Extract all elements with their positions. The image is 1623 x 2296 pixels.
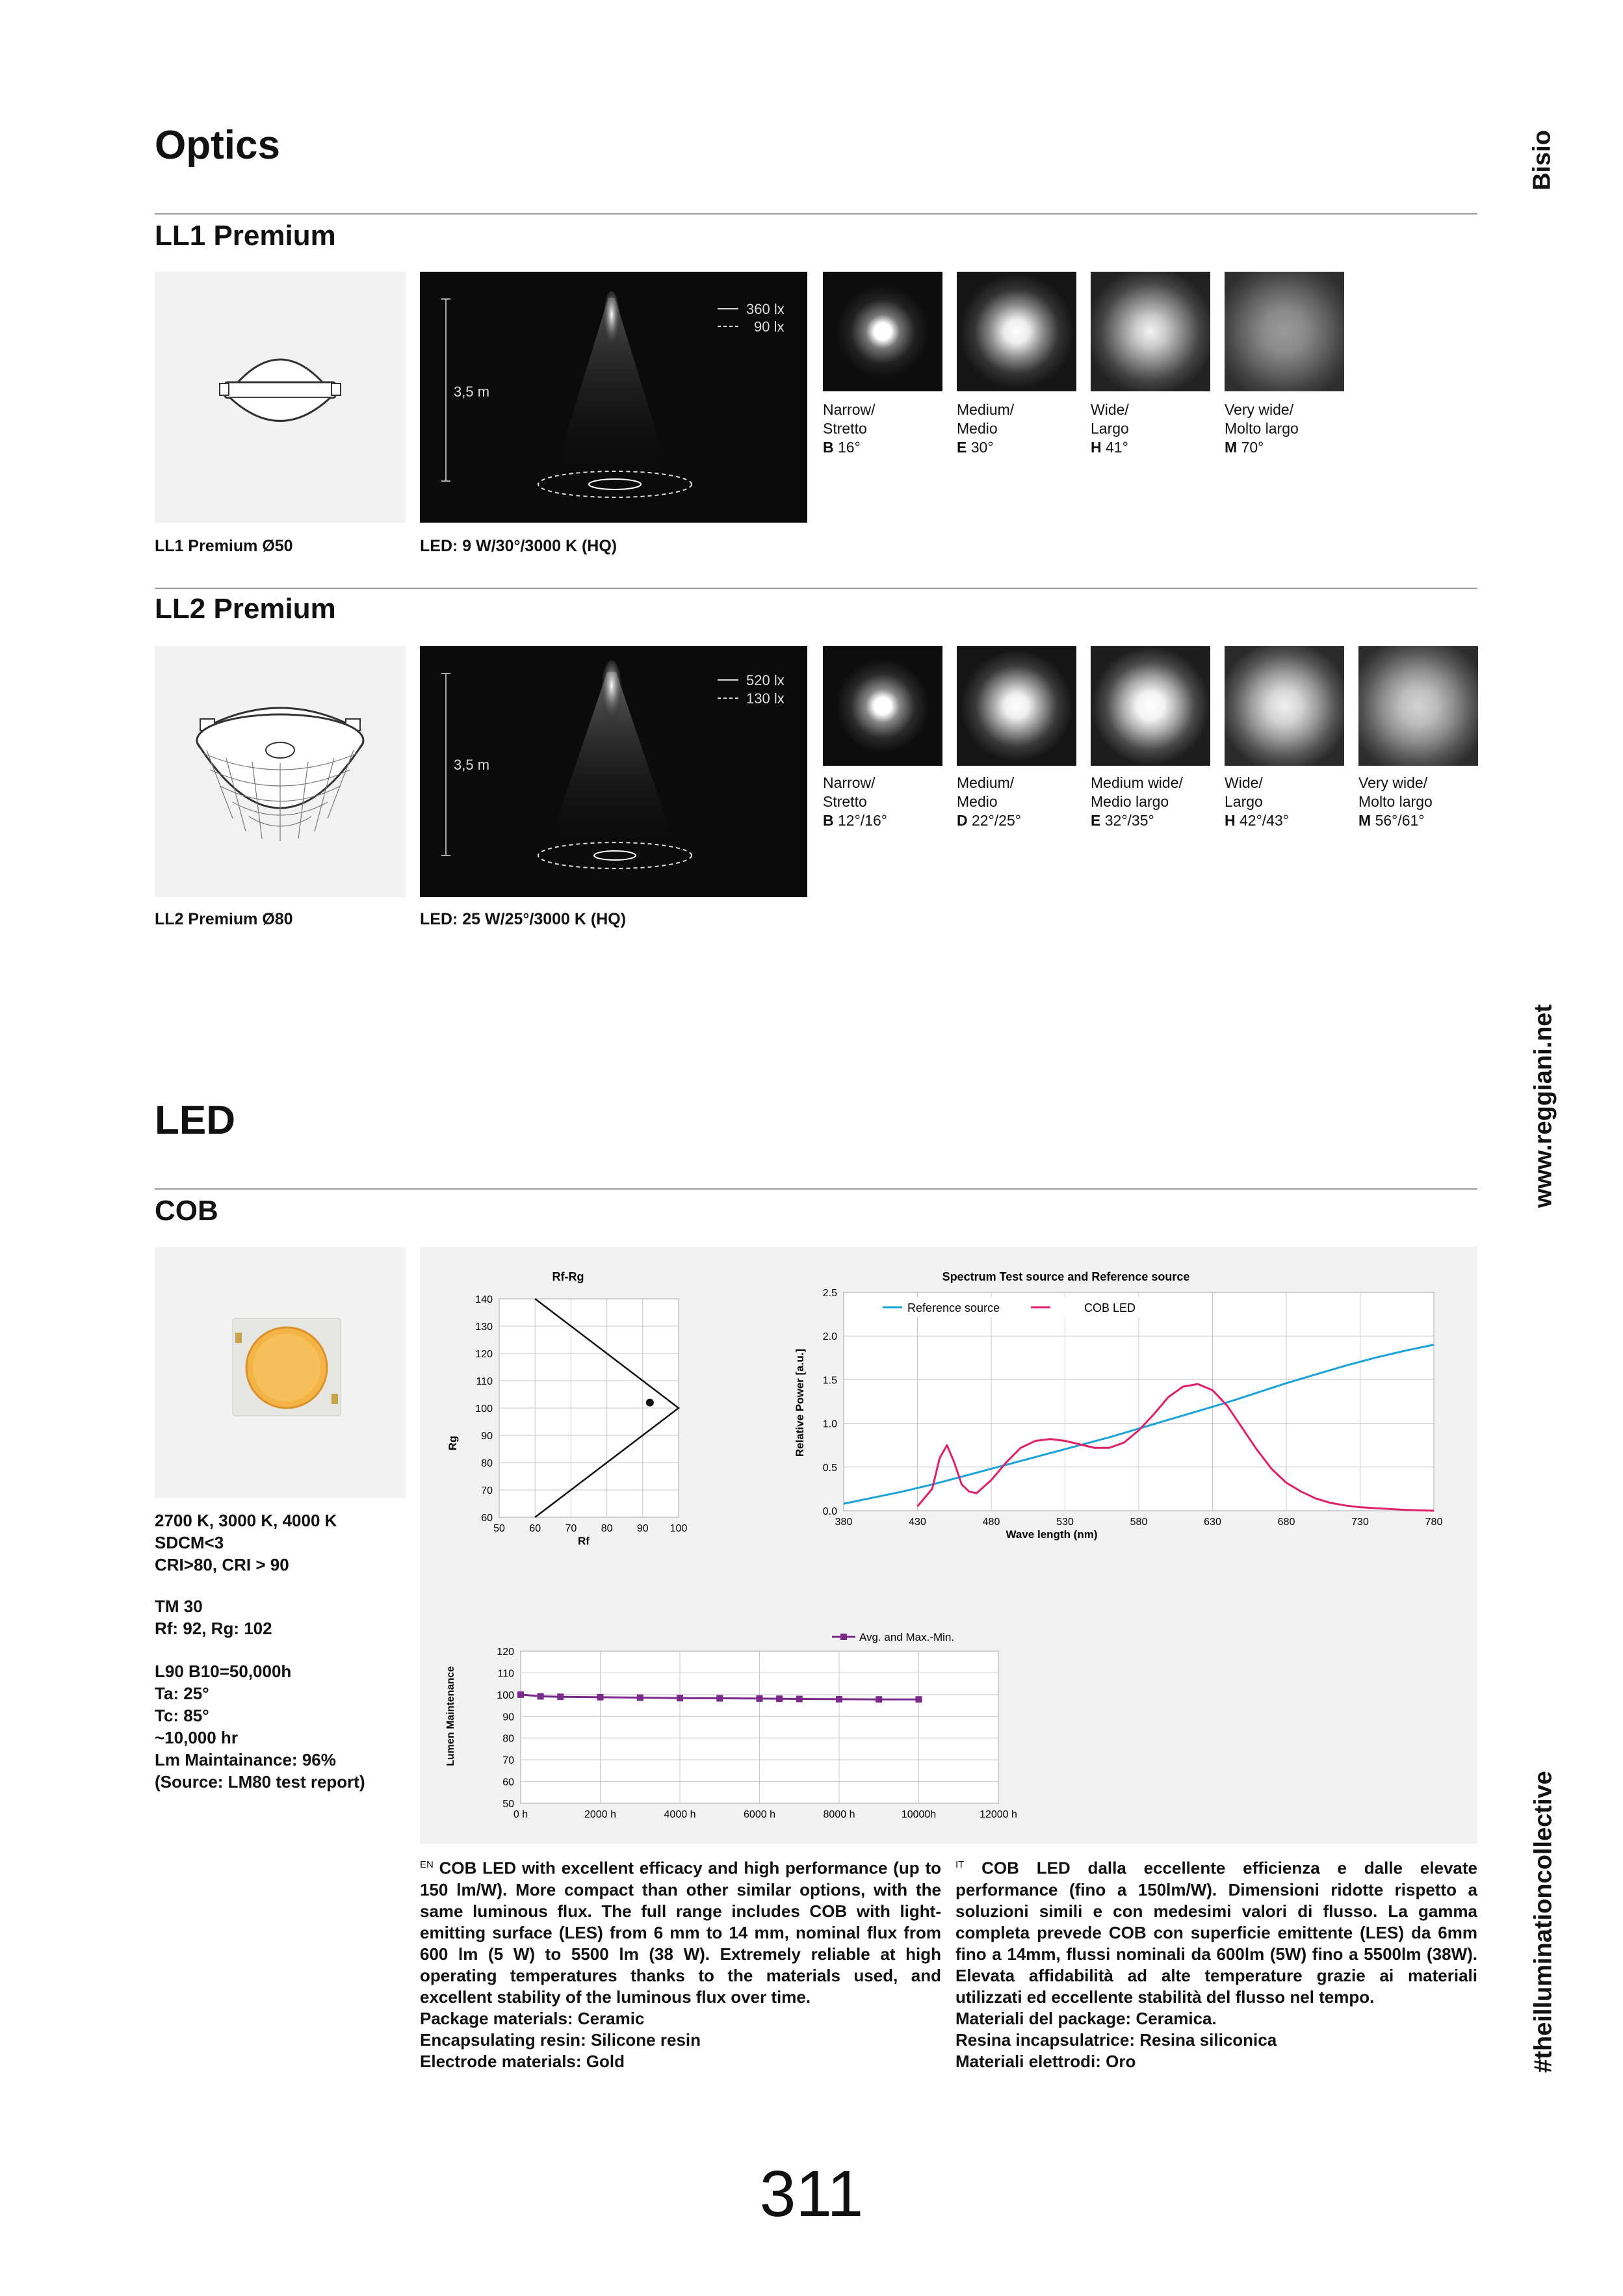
y-tick-label: 120 [497, 1647, 514, 1658]
lumen-maintenance-point [876, 1696, 882, 1702]
x-tick-label: 530 [1056, 1517, 1074, 1528]
materials-en-1: Package materials: Ceramic [420, 2008, 645, 2028]
ll1-product-caption: LL1 Premium Ø50 [155, 537, 293, 555]
lumen-maintenance-point [776, 1695, 783, 1702]
y-tick-label: 60 [502, 1777, 514, 1788]
x-tick-label: 430 [909, 1517, 926, 1528]
x-tick-label: 6000 h [744, 1809, 775, 1820]
ll2-beam-wide-swatch [1225, 646, 1344, 766]
materials-en-2: Encapsulating resin: Silicone resin [420, 2029, 701, 2050]
y-tick-label: 130 [475, 1322, 493, 1333]
ll1-led-caption: LED: 9 W/30°/3000 K (HQ) [420, 537, 617, 555]
ll2-lux-dashed: 130 lx [746, 690, 785, 707]
cob-title: COB [155, 1195, 218, 1227]
optics-title: Optics [155, 123, 280, 168]
x-tick-label: 70 [565, 1523, 577, 1534]
lumen-maintenance-point [796, 1696, 803, 1702]
ll1-lens-icon [155, 272, 406, 523]
x-tick-label: 580 [1130, 1517, 1148, 1528]
ll2-photometric-diagram [420, 646, 807, 897]
x-tick-label: 60 [529, 1523, 541, 1534]
y-tick-label: 2.0 [822, 1331, 837, 1343]
ll2-lux-solid: 520 lx [746, 672, 785, 688]
lumen-maintenance-chart [439, 1617, 1024, 1832]
y-tick-label: 110 [497, 1668, 514, 1680]
ll1-beam-verywide-swatch [1225, 272, 1344, 391]
lumen-maintenance-point [836, 1696, 842, 1702]
materials-it-1: Materiali del package: Ceramica. [955, 2008, 1217, 2028]
cob-charts-panel [420, 1247, 1477, 1844]
lumen-maintenance-point [538, 1693, 544, 1700]
ll1-lux-solid: 360 lx [746, 301, 785, 317]
cob-product-image [155, 1247, 406, 1498]
lumen-maintenance-point [916, 1696, 922, 1702]
ll2-beam-medium-swatch [957, 646, 1076, 766]
led-divider [155, 1188, 1477, 1190]
cob-chip-icon [155, 1247, 406, 1498]
y-tick-label: 0.0 [822, 1506, 837, 1517]
x-tick-label: 90 [636, 1523, 649, 1534]
materials-it-2: Resina incapsulatrice: Resina siliconica [955, 2029, 1277, 2050]
lang-marker-en: EN [420, 1859, 434, 1870]
y-tick-label: 1.0 [822, 1418, 837, 1430]
x-tick-label: 4000 h [664, 1809, 696, 1820]
spectrum-ylabel: Relative Power [a.u.] [794, 1348, 806, 1457]
lumen-maintenance-point [716, 1695, 723, 1702]
spectrum-xlabel: Wave length (nm) [1006, 1528, 1098, 1541]
x-tick-label: 2000 h [584, 1809, 616, 1820]
y-tick-label: 70 [502, 1755, 514, 1767]
lumen-maintenance-point [677, 1695, 683, 1701]
y-tick-label: 90 [502, 1712, 514, 1723]
y-tick-label: 60 [481, 1513, 493, 1524]
legend-cob-label: COB LED [1084, 1301, 1136, 1314]
ll1-photometric-diagram [420, 272, 807, 523]
side-website[interactable]: www.reggiani.net [1529, 1004, 1557, 1208]
cob-spec-colors: 2700 K, 3000 K, 4000 K SDCM<3 CRI>80, CRI > 90 [155, 1511, 337, 1574]
x-tick-label: 80 [601, 1523, 613, 1534]
lang-marker-it: IT [955, 1859, 965, 1870]
x-tick-label: 630 [1204, 1517, 1221, 1528]
x-tick-label: 730 [1351, 1517, 1369, 1528]
ll2-beam-label: Narrow/ Stretto B 12°/16° [823, 774, 887, 829]
ll1-distance-label: 3,5 m [454, 384, 490, 400]
ll2-beam-narrow-swatch [823, 646, 942, 766]
optics-divider [155, 213, 1477, 215]
lumen-maintenance-point [757, 1695, 763, 1702]
ll1-beam-label: Very wide/ Molto largo M 70° [1225, 401, 1299, 456]
spectrum-chart [784, 1266, 1453, 1552]
x-tick-label: 0 h [513, 1809, 528, 1820]
ll1-lux-dashed: 90 lx [754, 319, 785, 335]
side-brand: Bisio [1528, 130, 1556, 190]
ll2-beam-label: Very wide/ Molto largo M 56°/61° [1358, 774, 1433, 829]
y-tick-label: 100 [475, 1403, 493, 1415]
ll2-beam-label: Wide/ Largo H 42°/43° [1225, 774, 1289, 829]
description-it [955, 1854, 1477, 2072]
x-tick-label: 680 [1277, 1517, 1295, 1528]
y-tick-label: 90 [481, 1431, 493, 1442]
rf-rg-xlabel: Rf [578, 1535, 590, 1546]
x-tick-label: 100 [669, 1523, 688, 1534]
side-hashtag: #theilluminationcollective [1529, 1771, 1557, 2073]
lumen-maintenance-point [597, 1694, 604, 1701]
led-title: LED [155, 1098, 235, 1143]
y-tick-label: 110 [476, 1376, 493, 1387]
ll2-beam-label: Medium wide/ Medio largo E 32°/35° [1091, 774, 1183, 829]
lumen-maintenance-point [557, 1693, 564, 1700]
rf-rg-title: Rf-Rg [552, 1270, 584, 1283]
y-tick-label: 120 [475, 1349, 493, 1360]
page-number: 311 [759, 2158, 864, 2230]
ll1-beam-label: Narrow/ Stretto B 16° [823, 401, 876, 456]
legend-reference-label: Reference source [907, 1301, 1000, 1314]
cob-spec-tm30: TM 30 Rf: 92, Rg: 102 [155, 1597, 272, 1638]
x-tick-label: 380 [835, 1517, 853, 1528]
materials-it-3: Materiali elettrodi: Oro [955, 2051, 1136, 2071]
ll2-beam-verywide-swatch [1358, 646, 1478, 766]
ll2-distance-label: 3,5 m [454, 757, 490, 773]
x-tick-label: 8000 h [823, 1809, 855, 1820]
cob-spec-lifetime: L90 B10=50,000h Ta: 25° Tc: 85° ~10,000 hr Lm Maintainance: 96% (Source: LM80 test report) [155, 1662, 365, 1792]
ll2-divider [155, 588, 1477, 589]
y-tick-label: 2.5 [822, 1288, 837, 1299]
spectrum-title: Spectrum Test source and Reference source [942, 1270, 1190, 1283]
rf-rg-chart [439, 1266, 699, 1546]
lumen-ylabel: Lumen Maintenance [445, 1666, 456, 1766]
ll2-reflector-icon [155, 646, 406, 897]
ll1-beam-medium-swatch [957, 272, 1076, 391]
y-tick-label: 70 [481, 1485, 493, 1496]
y-tick-label: 0.5 [822, 1462, 837, 1474]
x-tick-label: 12000 h [980, 1809, 1017, 1820]
rf-rg-point [646, 1399, 654, 1407]
description-it-text: COB LED dalla eccellente efficienza e dalle elevate performance (fino a 150lm/W). Dimensioni ridotte rispetto a soluzioni simili e con medesimi valori di flusso. La gamma completa prevede COB con superficie emittente (LES) da 6mm fino a 14mm, flussi nominali da 600lm (5W) fino a 5500lm (38W). Elevata affidabilità ad alte temperature grazie ai materiali utilizzati ed eccellente stabilità del flusso nel tempo. [955, 1858, 1477, 2007]
y-tick-label: 80 [481, 1458, 493, 1469]
y-tick-label: 50 [502, 1799, 514, 1810]
description-en-text: COB LED with excellent efficacy and high performance (up to 150 lm/W). More compact than other similar options, with the same luminous flux. The full range includes COB with light-emitting surface (LES) from 6 mm to 14 mm, nominal flux from 600 lm (5 W) to 5500 lm (38 W). Extremely reliable at high operating temperatures thanks to the materials used, and excellent stability of the luminous flux over time. [420, 1858, 941, 2007]
ll2-title: LL2 Premium [155, 593, 336, 625]
ll2-beam-mediumwide-swatch [1091, 646, 1210, 766]
ll1-title: LL1 Premium [155, 220, 336, 252]
y-tick-label: 1.5 [822, 1375, 837, 1387]
x-tick-label: 480 [982, 1517, 1000, 1528]
x-tick-label: 10000h [901, 1809, 937, 1820]
ll2-product-caption: LL2 Premium Ø80 [155, 910, 293, 928]
ll2-beam-label: Medium/ Medio D 22°/25° [957, 774, 1021, 829]
ll2-led-caption: LED: 25 W/25°/3000 K (HQ) [420, 910, 627, 928]
ll1-beam-label: Wide/ Largo H 41° [1091, 401, 1129, 456]
y-tick-label: 80 [502, 1733, 514, 1745]
ll1-beam-narrow-swatch [823, 272, 942, 391]
y-tick-label: 100 [497, 1689, 514, 1701]
x-tick-label: 50 [493, 1523, 505, 1534]
legend-lumen-label: Avg. and Max.-Min. [859, 1631, 955, 1643]
lumen-maintenance-point [637, 1695, 643, 1701]
lumen-maintenance-point [517, 1691, 524, 1698]
description-en [420, 1854, 941, 2072]
ll1-beam-label: Medium/ Medio E 30° [957, 401, 1015, 456]
rf-rg-ylabel: Rg [447, 1435, 459, 1451]
ll2-product-image [155, 646, 406, 897]
ll1-product-image [155, 272, 406, 523]
ll1-beam-wide-swatch [1091, 272, 1210, 391]
y-tick-label: 140 [475, 1294, 493, 1305]
materials-en-3: Electrode materials: Gold [420, 2051, 625, 2071]
x-tick-label: 780 [1425, 1517, 1443, 1528]
